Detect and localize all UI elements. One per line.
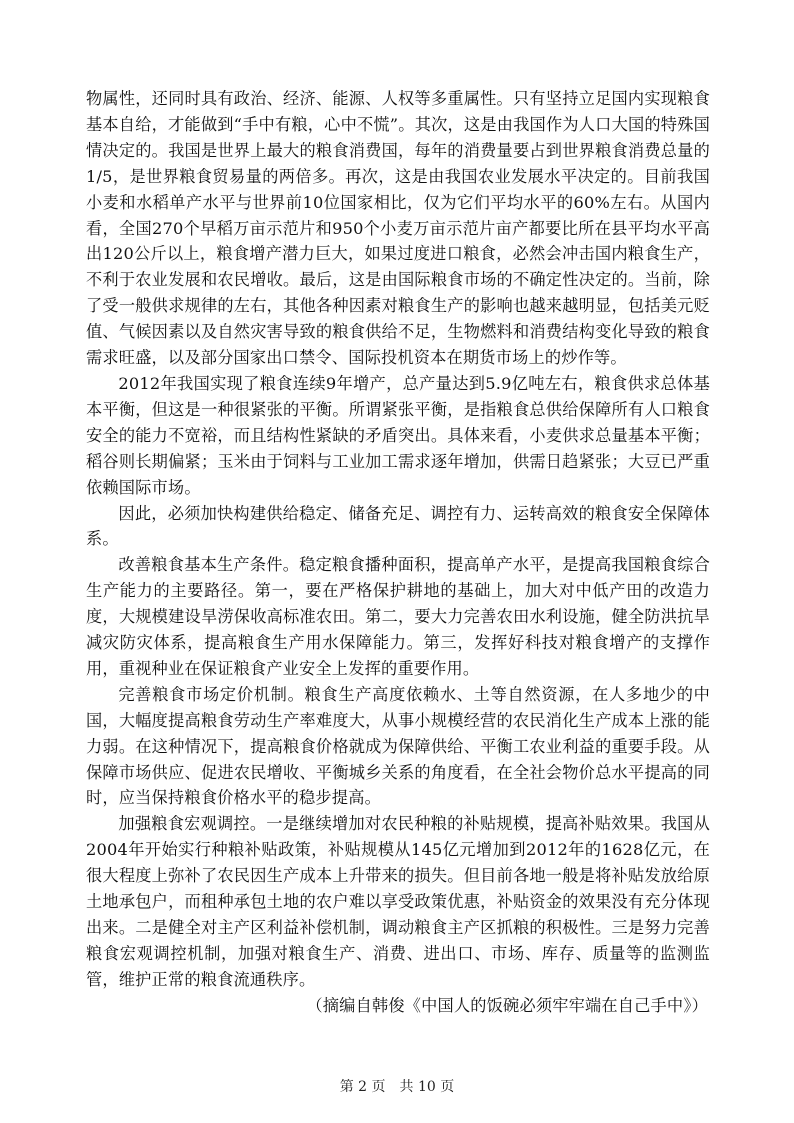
page-footer: 第 2 页 共 10 页: [339, 1079, 455, 1095]
paragraph-continuation: 物属性，还同时具有政治、经济、能源、人权等多重属性。只有坚持立足国内实现粮食基本自给，才能做到“手中有粮，心中不慌”。其次，这是由我国作为人口大国的特殊国情决定的。我国是世界上最大的粮食消费国，每年的消费量要占到世界粮食消费总量的1/5，是世界粮食贸易量的两倍多。再次，这是由我国农业发展水平决定的。目前我国小麦和水稻单产水平与世界前10位国家相比，仅为它们平均水平的60%左右。从国内看，全国270个早稻万亩示范片和950个小麦万亩示范片亩产都要比所在县平均水平高出120公斤以上，粮食增产潜力巨大，如果过度进口粮食，必然会冲击国内粮食生产，不利于农业发展和农民增收。最后，这是由国际粮食市场的不确定性决定的。当前，除了受一般供求规律的左右，其他各种因素对粮食生产的影响也越来越明显，包括美元贬值、气候因素以及自然灾害导致的粮食供给不足，生物燃料和消费结构变化导致的粮食需求旺盛，以及部分国家出口禁令、国际投机资本在期货市场上的炒作等。: [86, 89, 710, 368]
paragraph-pricing-mechanism: 完善粮食市场定价机制。粮食生产高度依赖水、土等自然资源，在人多地少的中国，大幅度提高粮食劳动生产率难度大，从事小规模经营的农民消化生产成本上涨的能力弱。在这种情况下，提高粮食价格就成为保障供给、平衡工农业利益的重要手段。从保障市场供应、促进农民增收、平衡城乡关系的角度看，在全社会物价总水平提高的同时，应当保持粮食价格水平的稳步提高。: [86, 684, 710, 808]
article-body: [86, 86, 710, 1019]
paragraph-production-conditions: 改善粮食基本生产条件。稳定粮食播种面积，提高单产水平，是提高我国粮食综合生产能力的主要路径。第一，要在严格保护耕地的基础上，加大对中低产田的改造力度，大规模建设旱涝保收高标准农田。第二，要大力完善农田水利设施，健全防洪抗旱减灾防灾体系，提高粮食生产用水保障能力。第三，发挥好科技对粮食增产的支撑作用，重视种业在保证粮食产业安全上发挥的重要作用。: [86, 555, 710, 678]
article-source: （摘编自韩俊《中国人的饭碗必须牢牢端在自己手中》）: [306, 995, 708, 1015]
paragraph-macro-control: 加强粮食宏观调控。一是继续增加对农民种粮的补贴规模，提高补贴效果。我国从2004年开始实行种粮补贴政策，补贴规模从145亿元增加到2012年的1628亿元，在很大程度上弥补了农民因生产成本上升带来的损失。但目前各地一般是将补贴发放给原土地承包户，而租种承包土地的农户难以享受政策优惠，补贴资金的效果没有充分体现出来。二是健全对主产区利益补偿机制，调动粮食主产区抓粮的积极性。三是努力完善粮食宏观调控机制，加强对粮食生产、消费、进出口、市场、库存、质量等的监测监管，维护正常的粮食流通秩序。: [86, 814, 710, 989]
paragraph-conclusion: 因此，必须加快构建供给稳定、储备充足、调控有力、运转高效的粮食安全保障体系。: [86, 503, 710, 549]
paragraph-grain-balance: 2012年我国实现了粮食连续9年增产，总产量达到5.9亿吨左右，粮食供求总体基本平衡，但这是一种很紧张的平衡。所谓紧张平衡，是指粮食总供给保障所有人口粮食安全的能力不宽裕，而且结构性紧缺的矛盾突出。具体来看，小麦供求总量基本平衡；稻谷则长期偏紧；玉米由于饲料与工业加工需求逐年增加，供需日趋紧张；大豆已严重依赖国际市场。: [86, 373, 710, 497]
